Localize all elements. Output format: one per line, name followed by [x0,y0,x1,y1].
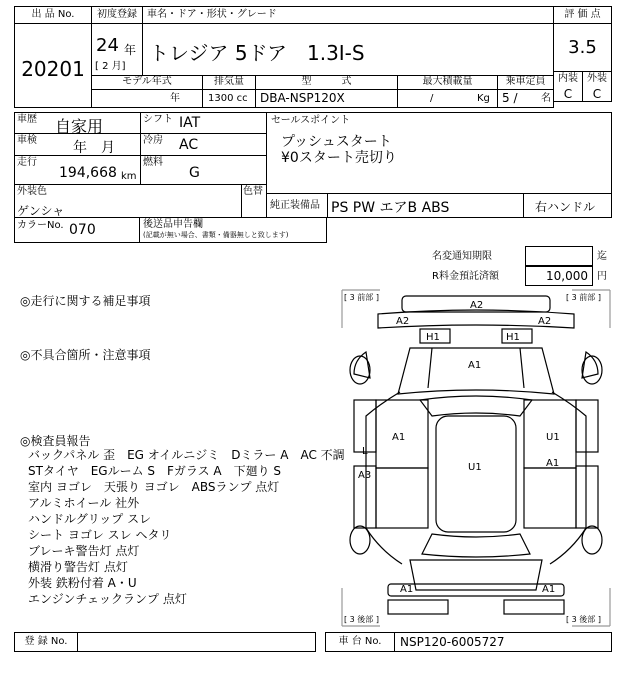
inspector-note-line: アルミホイール 社外 [28,496,140,510]
sales-point-label: セールスポイント [271,115,351,126]
displacement-value: 1300 cc [208,93,248,104]
mileage-label: 走行 [17,157,37,168]
mileage-unit: km [121,171,137,182]
mark-light-left: H1 [426,332,440,343]
mark-front-bumper: A2 [470,300,484,311]
exterior-grade: C [592,87,602,101]
mark-roof: U1 [468,462,482,473]
color-no-value: 070 [69,222,96,238]
mark-left-side: L [362,446,368,457]
accessory-note: (記載が無い場合、書類・備器無しと致します) [143,231,289,239]
type-label: 型 式 [301,76,352,87]
color-label: 外装色 [17,186,47,197]
first-reg-month: [ 2 月] [95,61,126,72]
chassis-no-box [325,632,612,652]
ac-value: AC [179,137,199,153]
car-name-label: 車名・ドア・形状・グレード [147,9,277,20]
capacity-label: 乗車定員 [505,76,546,87]
mark-front-left: A2 [396,316,410,327]
sales-point-line-2: ¥0スタート売切り [281,150,397,166]
ac-label: 冷房 [143,135,163,146]
model-year-unit: 年 [170,93,180,104]
recolor-label: 色替 [243,186,263,197]
title-change-value [525,246,593,266]
inspector-note-line: エンジンチェックランプ 点灯 [28,592,187,606]
capacity-unit: 名 [541,93,551,104]
defects-title: ◎不具合箇所・注意事項 [20,348,151,362]
first-reg-label: 初度登録 [97,9,137,20]
mark-hood: A1 [468,360,482,371]
inspector-notes [28,447,343,607]
sales-point-box [266,112,612,194]
type-value: DBA-NSP120X [260,91,345,105]
mark-rear-left: A1 [400,584,414,595]
inspector-note-line: ハンドルグリップ スレ [28,512,152,526]
color-no-label: カラーNo. [17,220,64,231]
accessory-label: 後送品申告欄 [143,219,203,230]
recycle-unit: 円 [597,271,607,282]
color-no-block [14,217,140,243]
score-label: 評 価 点 [564,9,601,20]
exterior-label: 外装 [587,73,607,84]
inspector-note-line: バックパネル 歪 EG オイルニジミ Dミラー A AC 不調 [28,448,345,462]
mark-left-rear: A3 [358,470,372,481]
supplement-title: ◎走行に関する補足事項 [20,294,151,308]
spec-row [91,75,554,108]
fuel-value: G [189,165,200,181]
car-name-box [142,6,554,76]
inspector-note-line: STタイヤ EGルーム S Fガラス A 下廻り S [28,464,282,478]
sales-point-line-1: プッシュスタート [281,134,392,150]
color-value: ゲンシャ [17,204,65,218]
inspector-title: ◎検査員報告 [20,434,91,448]
interior-grade: C [563,87,573,101]
max-load-unit: Kg [477,93,490,104]
mark-left-front-door: A1 [392,432,406,443]
details-block [14,112,267,185]
model-year-label: モデル年式 [122,76,172,87]
lot-box [14,6,92,108]
inspector-note-line: シート ヨゴレ スレ ヘタリ [28,528,172,542]
inspection-value: 年 月 [73,140,115,156]
accessory-block [139,217,327,243]
fuel-label: 燃料 [143,157,163,168]
corner-label-front-left: [ 3 前部 ] [344,293,379,302]
interior-label: 内装 [558,73,578,84]
score-box [553,6,612,102]
corner-label-front-right: [ 3 前部 ] [566,293,601,302]
inspector-note-line: 外装 鉄粉付着 A・U [28,576,137,590]
corner-label-rear-right: [ 3 後部 ] [566,615,601,624]
shift-label: シフト [143,114,173,125]
mark-right-rear-door: A1 [546,458,560,469]
car-diagram-svg [340,288,612,628]
mark-light-right: H1 [506,332,520,343]
score-value: 3.5 [568,37,597,58]
shift-value: IAT [179,115,201,131]
equipment-items: PS PW エアB ABS [331,200,450,216]
color-block [14,184,267,218]
inspector-note-line: 横滑り警告灯 点灯 [28,560,128,574]
first-reg-year-unit: 年 [124,43,137,57]
car-name: トレジア 5ドア 1.3I-S [149,41,365,65]
first-reg-year: 24 [96,35,119,56]
mileage-value: 194,668 [59,165,117,181]
registration-no-label: 登 録 No. [24,636,68,647]
history-value: 自家用 [55,117,104,136]
first-registration-box [91,6,143,76]
mark-front-right: A2 [538,316,552,327]
capacity-value: 5 / [502,91,518,105]
equipment-box [266,193,612,218]
recycle-label: R料金預託済額 [432,271,499,282]
registration-no-box [14,632,316,652]
inspection-label: 車検 [17,135,37,146]
inspector-note-line: 室内 ヨゴレ 天張り ヨゴレ ABSランプ 点灯 [28,480,280,494]
lot-label: 出 品 No. [31,9,75,20]
recycle-value: 10,000 [525,266,593,286]
max-load-label: 最大積載量 [422,76,473,87]
title-change-label: 名変通知期限 [432,251,492,262]
chassis-no-label: 車 台 No. [338,636,382,647]
inspector-note-line: ブレーキ警告灯 点灯 [28,544,140,558]
handle-side: 右ハンドル [535,200,596,214]
corner-label-rear-left: [ 3 後部 ] [344,615,379,624]
mark-right-front-door: U1 [546,432,560,443]
lot-number: 20201 [21,57,85,81]
equipment-label: 純正装備品 [270,200,320,211]
car-condition-diagram [340,288,612,628]
mark-rear-right: A1 [542,584,556,595]
displacement-label: 排気量 [214,76,244,87]
title-change-unit: 迄 [597,251,607,262]
max-load-value: / [430,93,434,104]
chassis-no-value: NSP120-6005727 [400,635,505,649]
history-label: 車歴 [17,114,37,125]
